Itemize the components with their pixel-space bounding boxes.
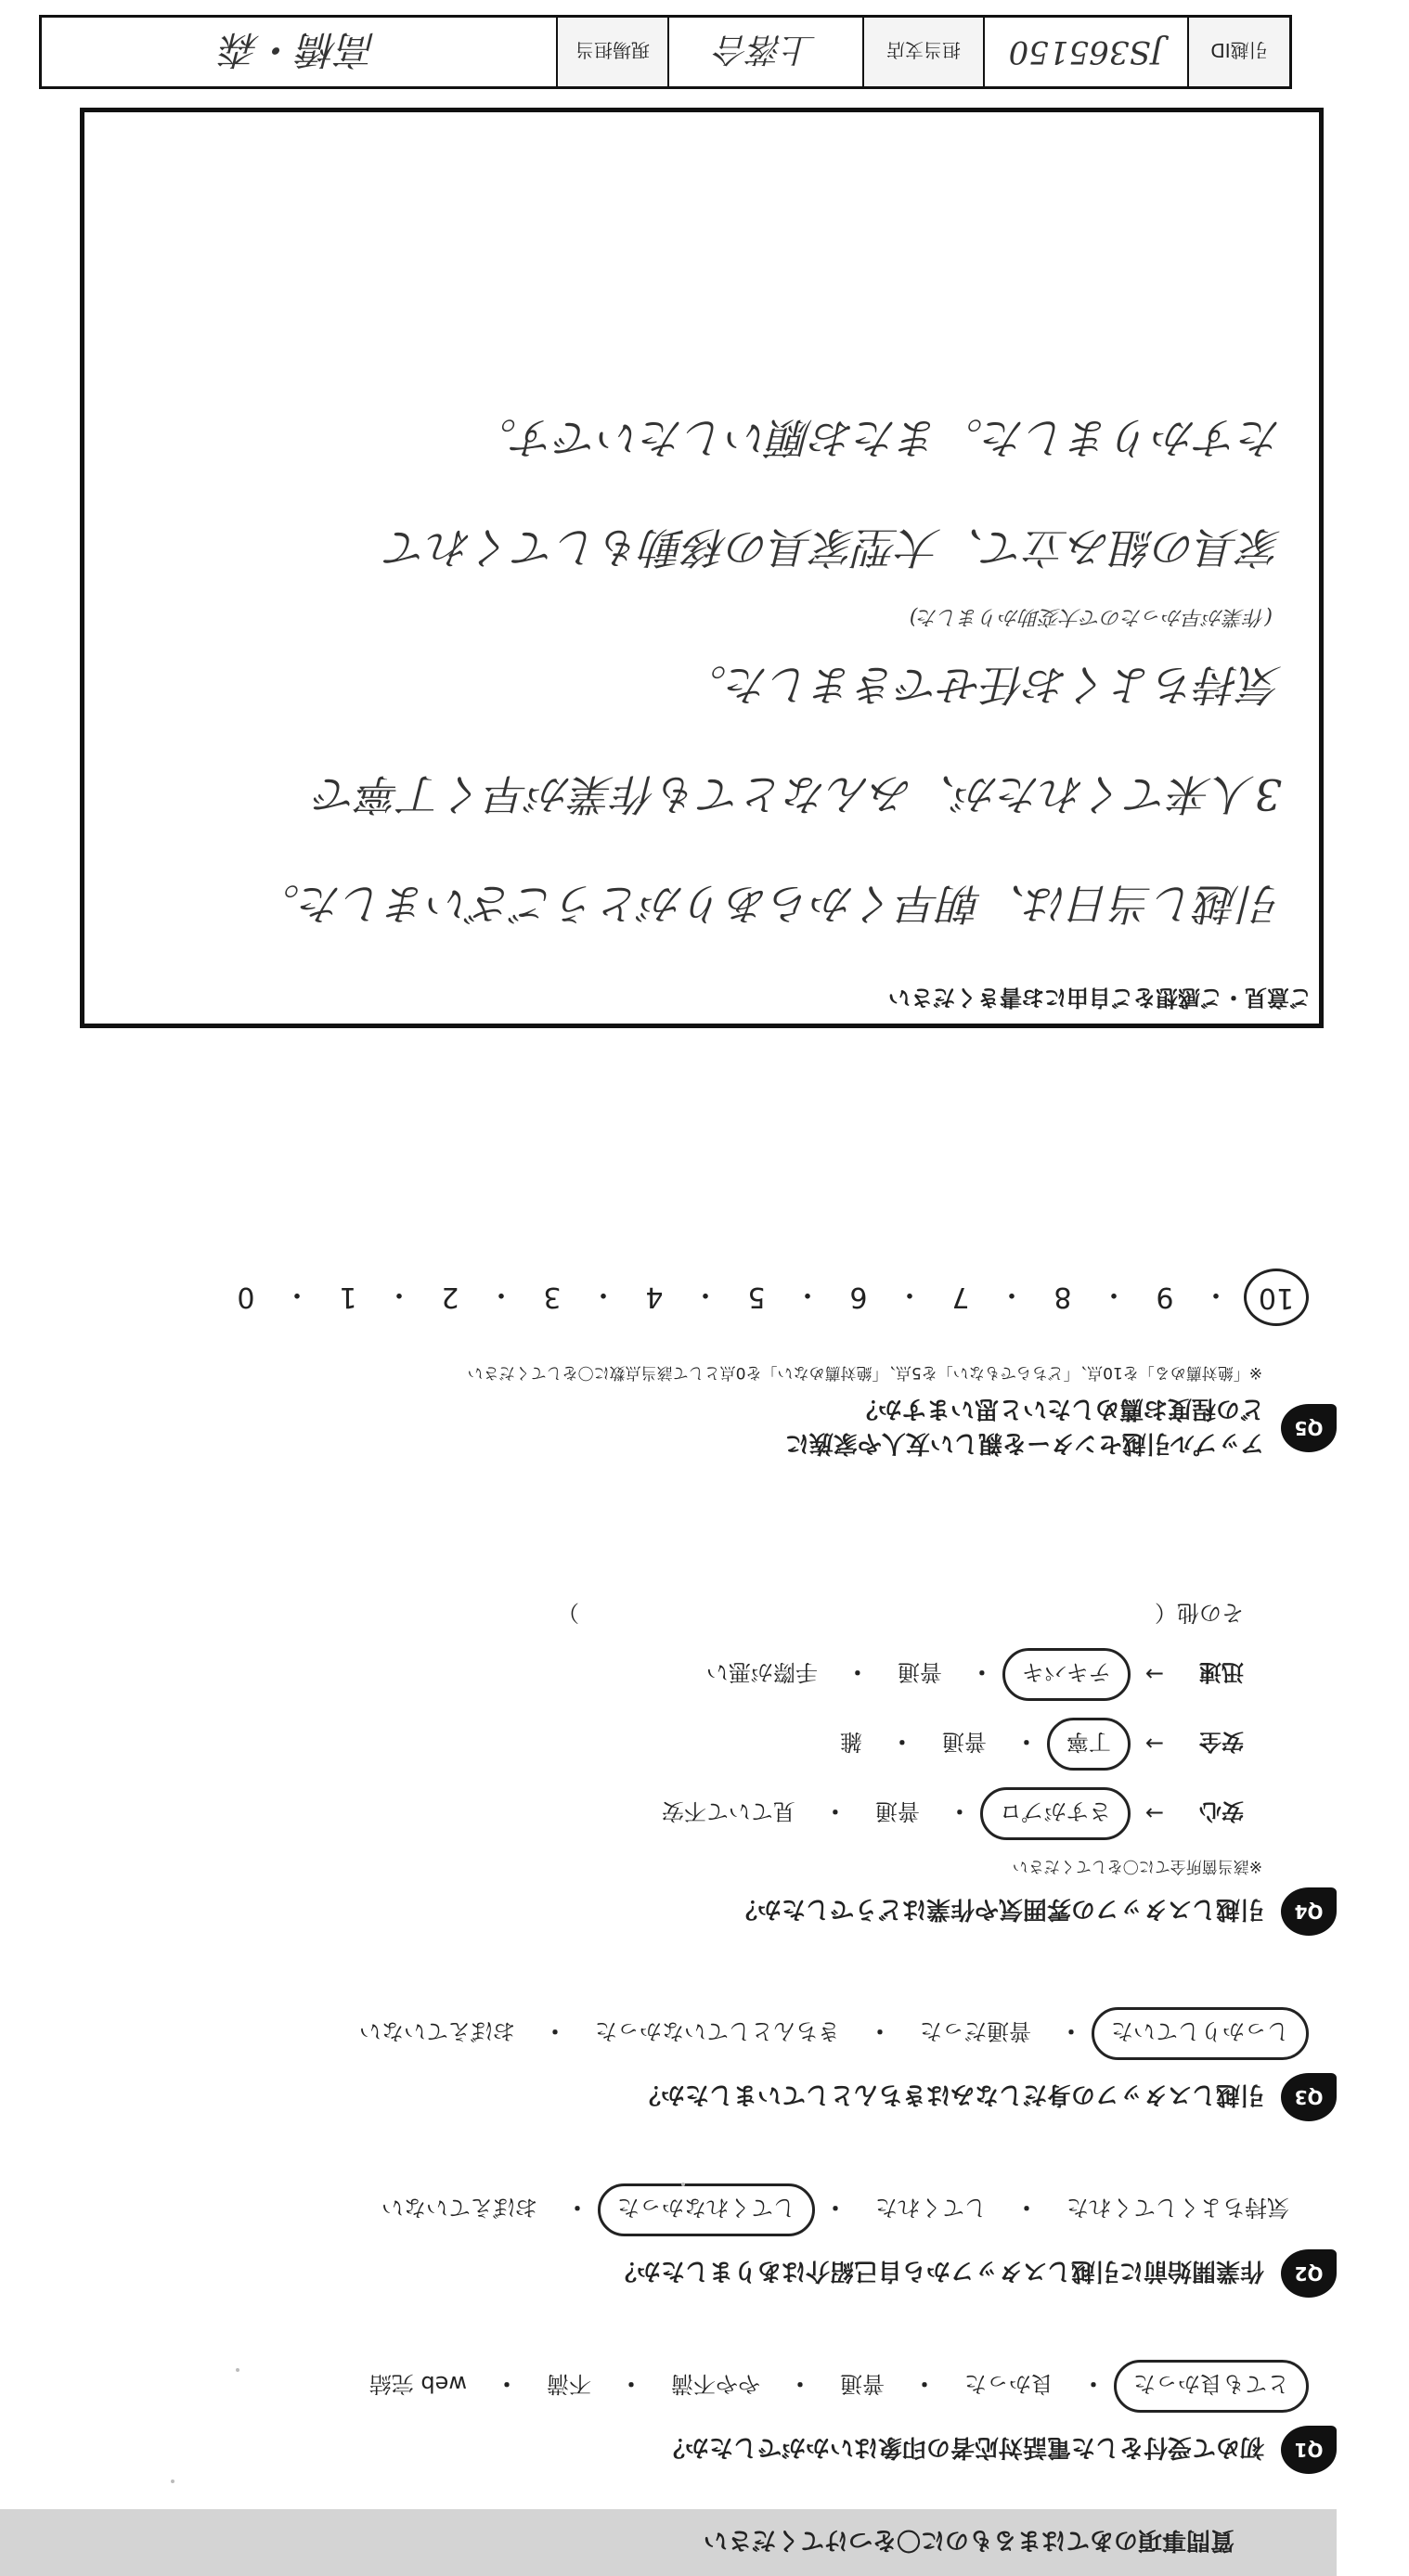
q3-option-3[interactable]: きちんとしていなかった xyxy=(595,2018,840,2044)
q4-anshin-option-3[interactable]: 見ていて不安 xyxy=(661,1798,795,1824)
arrow-icon: → xyxy=(1144,1661,1164,1688)
question-q5 xyxy=(130,1269,1337,1462)
scale-10[interactable]: 10 xyxy=(1244,1269,1309,1326)
question-q2 xyxy=(130,2183,1337,2298)
q4-jinsoku-option-2[interactable]: 普通 xyxy=(897,1659,942,1685)
q1-option-2[interactable]: 良かった xyxy=(964,2371,1054,2397)
q3-badge: Q3 xyxy=(1281,2073,1337,2121)
q3-options: しっかりしていた ・ 普通だった ・ きちんとしていなかった ・ おぼえていない xyxy=(130,2007,1309,2060)
scale-9[interactable]: 9 xyxy=(1156,1281,1174,1314)
comment-line-4: 家具の組み立て、大型家具の移動もしてくれて xyxy=(385,522,1282,573)
branch-label: 担当支店 xyxy=(862,18,983,86)
scale-0[interactable]: 0 xyxy=(237,1281,255,1314)
q4-badge: Q4 xyxy=(1281,1887,1337,1936)
q4-row-anzen: 安全 → 丁寧 ・ 普通 ・ 雑 xyxy=(130,1718,1244,1771)
scale-3[interactable]: 3 xyxy=(543,1281,562,1314)
scan-speck xyxy=(236,2368,239,2372)
q4-row-anshin: 安心 → さすがプロ ・ 普通 ・ 見ていて不安 xyxy=(130,1787,1244,1840)
q2-text: 作業開始前に引越しスタッフから自己紹介はありましたか？ xyxy=(612,2257,1264,2286)
q4-anshin-option-1[interactable]: さすがプロ xyxy=(980,1787,1131,1840)
q5-text-line2: どの程度お薦めしたいと思いますか？ xyxy=(853,1395,1264,1423)
comment-line-5: たすかりました。またお願いしたいです。 xyxy=(473,413,1282,463)
arrow-icon: → xyxy=(1144,1731,1164,1758)
q4-anzen-option-3[interactable]: 雑 xyxy=(839,1729,862,1755)
scale-5[interactable]: 5 xyxy=(747,1281,766,1314)
comment-line-1: 引越し当日は、朝早くからありがとうございました。 xyxy=(257,879,1282,929)
question-q4 xyxy=(130,1599,1337,1936)
comments-handwriting xyxy=(122,383,1282,959)
q4-jinsoku-option-1[interactable]: テキパキ xyxy=(1002,1648,1131,1701)
scale-8[interactable]: 8 xyxy=(1054,1281,1072,1314)
q4-anshin-option-2[interactable]: 普通 xyxy=(874,1798,920,1824)
q4-text: 引越しスタッフの雰囲気や作業はどうでしたか？ xyxy=(732,1895,1264,1924)
q4-note: ※該当箇所全てに〇をしてください xyxy=(1012,1857,1262,1875)
q2-option-4[interactable]: おぼえていない xyxy=(381,2195,537,2221)
comments-box[interactable] xyxy=(80,108,1324,1028)
comment-line-3: 気持ちよくお任せできました。 xyxy=(684,660,1282,710)
arrow-icon: → xyxy=(1144,1800,1164,1827)
q1-option-6[interactable]: web 完結 xyxy=(368,2371,467,2397)
q4-row-label: 安全 xyxy=(1199,1729,1244,1755)
q5-note: ※「絶対薦める」を10点、「どちらでもない」を5点、「絶対薦めない」を0点として該当点数に〇をしてください xyxy=(467,1363,1262,1382)
id-value[interactable]: JS365150 xyxy=(983,18,1187,86)
q5-scale: 10 ・ 9 ・ 8 ・ 7 ・ 6 ・ 5 ・ 4 ・ 3 ・ 2 ・ 1 ・ 0 xyxy=(130,1269,1309,1326)
q1-option-3[interactable]: 普通 xyxy=(840,2371,885,2397)
question-q3 xyxy=(130,2007,1337,2121)
scale-1[interactable]: 1 xyxy=(339,1281,357,1314)
q3-option-2[interactable]: 普通だった xyxy=(920,2018,1031,2044)
scale-2[interactable]: 2 xyxy=(441,1281,459,1314)
q3-text: 引越しスタッフの身だしなみはきちんとしていましたか？ xyxy=(636,2080,1264,2109)
q4-other-close: ） xyxy=(557,1600,579,1626)
q1-options: とても良かった ・ 良かった ・ 普通 ・ やや不満 ・ 不満 ・ web 完結 xyxy=(130,2360,1309,2413)
q1-text: 初めて受付をした電話対応者の印象はいかがでしたか？ xyxy=(660,2433,1264,2462)
q4-other-label: その他（ xyxy=(1155,1600,1244,1626)
q4-row-jinsoku: 迅速 → テキパキ ・ 普通 ・ 手際が悪い xyxy=(130,1648,1244,1701)
manager-value[interactable]: 高橋・森 xyxy=(221,27,378,72)
comment-side-note: (作業が早かったので大変助かりました) xyxy=(909,605,1273,628)
q2-option-3[interactable]: してくれなかった xyxy=(598,2183,815,2236)
q3-option-4[interactable]: おぼえていない xyxy=(359,2018,515,2044)
branch-value[interactable]: 上落合 xyxy=(667,18,862,86)
q2-option-1[interactable]: 気持ちよくしてくれた xyxy=(1066,2195,1289,2221)
comments-title: ご意見・ご感想をご自由にお書きください xyxy=(888,985,1312,1011)
q5-text-line1: アップル引越センターを親しい友人や家族に xyxy=(784,1429,1264,1457)
info-table xyxy=(39,15,1292,89)
comment-line-2: 3人来てくれたが、みんなとても作業が早く丁寧で xyxy=(315,769,1282,819)
q1-option-4[interactable]: やや不満 xyxy=(671,2371,760,2397)
q2-badge: Q2 xyxy=(1281,2249,1337,2298)
q1-badge: Q1 xyxy=(1281,2426,1337,2474)
scale-6[interactable]: 6 xyxy=(849,1281,868,1314)
q3-option-1[interactable]: しっかりしていた xyxy=(1092,2007,1309,2060)
scale-4[interactable]: 4 xyxy=(645,1281,664,1314)
question-q1 xyxy=(130,2360,1337,2474)
q2-option-2[interactable]: してくれた xyxy=(875,2195,987,2221)
q4-row-other xyxy=(130,1599,1244,1631)
q4-anzen-option-1[interactable]: 丁寧 xyxy=(1047,1718,1131,1771)
instructions-band xyxy=(0,2509,1337,2576)
id-label: 引越ID xyxy=(1187,18,1289,86)
q4-row-label: 安心 xyxy=(1199,1798,1244,1824)
q1-option-5[interactable]: 不満 xyxy=(547,2371,591,2397)
instructions-text: 質問事項のあてはまるものに〇をつけてください xyxy=(703,2526,1234,2555)
q5-badge: Q5 xyxy=(1281,1404,1337,1452)
q4-anzen-option-2[interactable]: 普通 xyxy=(941,1729,987,1755)
scan-speck xyxy=(171,2479,175,2483)
scale-7[interactable]: 7 xyxy=(951,1281,970,1314)
q2-options: 気持ちよくしてくれた ・ してくれた ・ してくれなかった ・ おぼえていない xyxy=(130,2183,1309,2236)
q4-jinsoku-option-3[interactable]: 手際が悪い xyxy=(705,1659,818,1685)
q1-option-1[interactable]: とても良かった xyxy=(1114,2360,1309,2413)
manager-label: 現場担当 xyxy=(556,18,667,86)
scan-speck xyxy=(681,2183,685,2186)
q4-row-label: 迅速 xyxy=(1199,1659,1244,1685)
